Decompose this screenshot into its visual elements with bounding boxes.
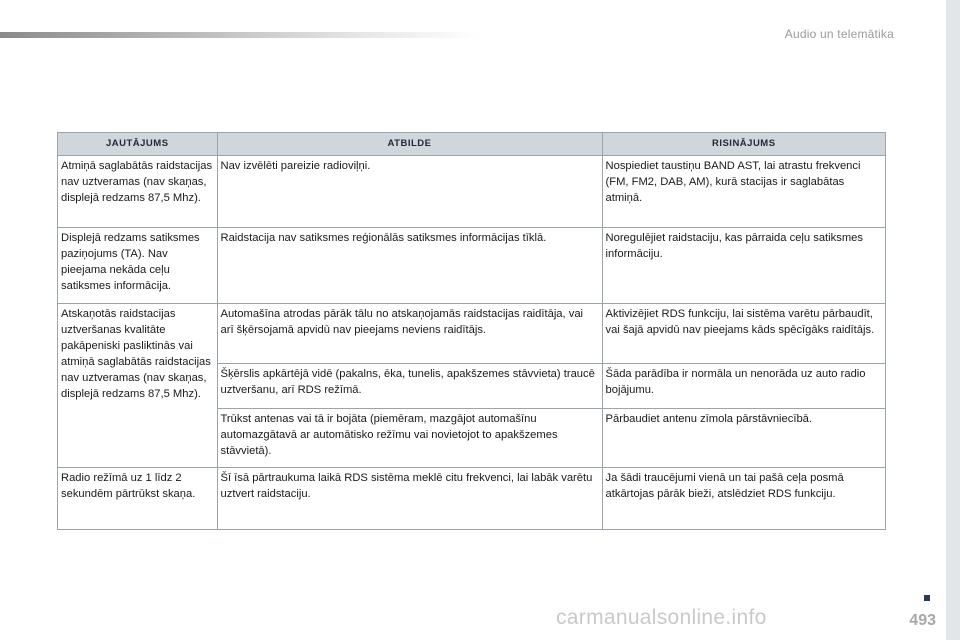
answer-cell: Raidstacija nav satiksmes reģionālās satiksmes informācijas tīklā. xyxy=(217,228,602,304)
page-edge-strip xyxy=(946,0,960,640)
page-number: 493 xyxy=(909,612,936,629)
column-header-answer: ATBILDE xyxy=(217,133,602,156)
solution-cell: Nospiediet taustiņu BAND AST, lai atrastu frekvenci (FM, FM2, DAB, AM), kurā stacijas ir saglabātas atmiņā. xyxy=(602,156,885,228)
column-header-question: JAUTĀJUMS xyxy=(58,133,218,156)
answer-cell: Šķērslis apkārtējā vidē (pakalns, ēka, tunelis, apakšzemes stāvvieta) traucē uztveršanu, arī RDS režīmā. xyxy=(217,364,602,409)
answer-cell: Nav izvēlēti pareizie radioviļņi. xyxy=(217,156,602,228)
solution-cell: Aktivizējiet RDS funkciju, lai sistēma varētu pārbaudīt, vai šajā apvidū nav pieejams kāds spēcīgāks raidītājs. xyxy=(602,304,885,364)
question-cell: Displejā redzams satiksmes paziņojums (TA). Nav pieejama nekāda ceļu satiksmes informācija. xyxy=(58,228,218,304)
question-cell: Atskaņotās raidstacijas uztveršanas kvalitāte pakāpeniski pasliktinās vai atmiņā saglabātās raidstacijas nav uztveramas (nav skaņas, displejā redzams 87,5 Mhz). xyxy=(58,304,218,468)
solution-cell: Ja šādi traucējumi vienā un tai pašā ceļa posmā atkārtojas pārāk bieži, atslēdziet RDS funkciju. xyxy=(602,468,885,530)
solution-cell: Šāda parādība ir normāla un nenorāda uz auto radio bojājumu. xyxy=(602,364,885,409)
solution-cell: Pārbaudiet antenu zīmola pārstāvniecībā. xyxy=(602,409,885,468)
page-marker xyxy=(924,595,930,601)
watermark: carmanualsonline.info xyxy=(556,606,767,629)
question-cell: Atmiņā saglabātās raidstacijas nav uztveramas (nav skaņas, displejā redzams 87,5 Mhz). xyxy=(58,156,218,228)
solution-cell: Noregulējiet raidstaciju, kas pārraida ceļu satiksmes informāciju. xyxy=(602,228,885,304)
question-cell: Radio režīmā uz 1 līdz 2 sekundēm pārtrūkst skaņa. xyxy=(58,468,218,530)
answer-cell: Šī īsā pārtraukuma laikā RDS sistēma meklē citu frekvenci, lai labāk varētu uztvert raidstaciju. xyxy=(217,468,602,530)
table-row xyxy=(58,304,886,364)
troubleshooting-table xyxy=(57,132,886,530)
table-row xyxy=(58,468,886,530)
column-header-solution: RISINĀJUMS xyxy=(602,133,885,156)
answer-cell: Automašīna atrodas pārāk tālu no atskaņojamās raidstacijas raidītāja, vai arī šķērsojamā apvidū nav pieejams neviens raidītājs. xyxy=(217,304,602,364)
table-row xyxy=(58,156,886,228)
section-title: Audio un telemātika xyxy=(784,27,894,41)
header-gradient-bar xyxy=(0,32,480,38)
table-row xyxy=(58,228,886,304)
table-header-row xyxy=(58,133,886,156)
answer-cell: Trūkst antenas vai tā ir bojāta (piemēram, mazgājot automašīnu automazgātavā ar automātisko režīmu vai novietojot to apakšzemes stāvvietā). xyxy=(217,409,602,468)
